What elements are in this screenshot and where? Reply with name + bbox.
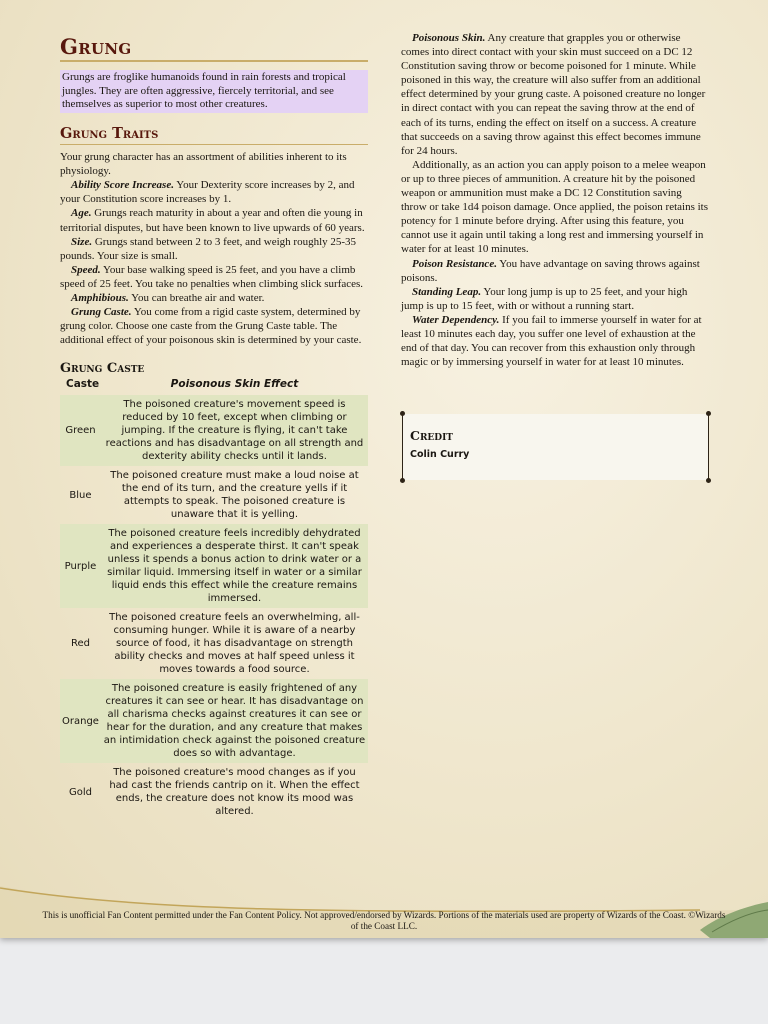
trait-amphibious	[60, 291, 368, 305]
trait-text: Your base walking speed is 25 feet, and you have a climb speed of 25 feet. You take no penalties when climbing slick surfaces.	[60, 263, 364, 290]
trait-poison-resistance	[401, 257, 710, 285]
trait-text: Grungs reach maturity in about a year and often die young in territorial disputes, but have been known to live upwards of 60 years.	[60, 207, 365, 234]
table-row	[60, 524, 368, 608]
trait-text: Your Dexterity score increases by 2, and your Constitution score increases by 1.	[60, 179, 355, 206]
trait-text: Your long jump is up to 25 feet, and your high jump is up to 15 feet, with or without a running start.	[401, 285, 688, 312]
trait-standing-leap	[401, 285, 710, 313]
traits-divider	[60, 144, 368, 145]
poison-application-paragraph: Additionally, as an action you can apply poison to a melee weapon or up to three pieces of ammunition. A creature hit by the poisoned weapon or ammunition must make a DC 12 Constitution saving throw or take 1d4 poison damage. Once applied, the poison retains its potency for 1 minute before drying. After using this feature, you cannot use it again until taking a long rest and immersing yourself in water for at least 10 minutes.	[401, 158, 709, 256]
trait-water-dependency	[401, 313, 710, 369]
corner-dot	[706, 411, 711, 416]
trait-text: You come from a rigid caste system, determined by grung color. Choose one caste from the Grung Caste table. The additional effect of your poisonous skin is determined by your caste.	[60, 306, 362, 347]
trait-text: Any creature that grapples you or otherwise comes into direct contact with your skin must succeed on a DC 12 Constitution saving throw or become poisoned for 1 minute. While poisoned in this way, the creature will also suffer from an additional effect determined by your grung caste. A poisoned creature no longer in direct contact with you can repeat the saving throw at the end of each of its turns, ending the effect on itself on a success. A creature that succeeds on a saving throw against this effect becomes immune for 24 hours.	[401, 32, 706, 157]
trait-age	[60, 206, 368, 234]
trait-size	[60, 235, 368, 263]
trait-ability-score	[60, 178, 368, 206]
trait-lead: Speed.	[71, 263, 101, 276]
trait-text: Grungs stand between 2 to 3 feet, and weigh roughly 25-35 pounds. Your size is small.	[60, 235, 357, 262]
table-header-row	[60, 377, 368, 395]
trait-lead: Size.	[71, 235, 93, 248]
effect-cell: The poisoned creature feels an overwhelming, all-consuming hunger. While it is aware of a nearby source of food, it has disadvantage on strength ability checks and moves at half speed unless it moves towards a food source.	[109, 612, 360, 676]
traits-heading: Grung Traits	[60, 125, 159, 143]
table-row	[60, 395, 368, 466]
corner-dot	[400, 411, 405, 416]
trait-lead: Poisonous Skin.	[412, 32, 486, 44]
credit-name: Colin Curry	[410, 449, 470, 460]
trait-lead: Grung Caste.	[71, 306, 132, 319]
table-row	[60, 679, 368, 763]
effect-cell: The poisoned creature's movement speed is reduced by 10 feet, except when climbing or jumping. If the creature is flying, it can't take reactions and has disadvantage on all strength and dexterity ability checks until it lands.	[101, 395, 368, 466]
caste-table-heading: Grung Caste	[60, 361, 145, 377]
trait-text: If you fail to immerse yourself in water for at least 10 minutes each day, you suffer one level of exhaustion at the end of that day. You can recover from this exhaustion only through magic or by immersing yourself in water for at least 10 minutes.	[401, 313, 702, 369]
caste-cell: Gold	[68, 786, 92, 798]
caste-table	[60, 377, 368, 821]
trait-text: You have advantage on saving throws against poisons.	[401, 257, 700, 284]
caste-cell: Red	[70, 638, 90, 650]
corner-dot	[400, 478, 405, 483]
intro-text: Grungs are froglike humanoids found in rain forests and tropical jungles. They are often aggressive, fiercely territorial, and see themselves as superior to most other creatures.	[60, 70, 368, 113]
trait-lead: Water Dependency.	[412, 313, 500, 326]
traits-intro: Your grung character has an assortment of abilities inherent to its physiology.	[60, 151, 347, 178]
column-header-caste: Caste	[66, 378, 100, 391]
trait-poisonous-skin	[401, 31, 710, 158]
table-row	[60, 608, 368, 679]
credit-title: Credit	[410, 428, 453, 443]
trait-lead: Age.	[71, 207, 92, 220]
effect-cell: The poisoned creature feels incredibly dehydrated and experiences a desperate thirst. It can't speak unless it spends a bonus action to drink water or a similar liquid. Immersing itself in water or a similar liquid ends this effect while the creature remains immersed.	[101, 524, 368, 608]
credit-box	[402, 414, 709, 480]
trait-lead: Ability Score Increase.	[71, 179, 174, 192]
table-row	[60, 763, 368, 821]
footer-legal-text: This is unofficial Fan Content permitted under the Fan Content Policy. Not approved/endorsed by Wizards. Portions of the materials used are property of Wizards of the Coast. ©Wizards of the Coast LLC.	[42, 910, 726, 931]
corner-dot	[706, 478, 711, 483]
trait-lead: Amphibious.	[71, 292, 129, 305]
title-divider	[60, 60, 368, 62]
trait-text: You can breathe air and water.	[128, 292, 265, 305]
caste-cell: Blue	[69, 489, 92, 501]
trait-grung-caste	[60, 305, 368, 347]
caste-cell: Orange	[60, 679, 101, 763]
effect-cell: The poisoned creature's mood changes as if you had cast the friends cantrip on it. When the effect ends, the creature does not know its mood was altered.	[109, 767, 360, 818]
effect-cell: The poisoned creature is easily frightened of any creatures it can see or hear. It has disadvantage on all charisma checks against creatures it can see or hear for the duration, and any creature that makes an intimidation check against the poisoned creature does so with advantage.	[101, 679, 368, 763]
column-header-effect: Poisonous Skin Effect	[170, 378, 299, 391]
caste-cell: Purple	[60, 524, 101, 608]
left-column	[60, 36, 368, 821]
caste-cell: Green	[60, 395, 101, 466]
trait-lead: Poison Resistance.	[412, 257, 497, 270]
effect-cell: The poisoned creature must make a loud noise at the end of its turn, and the creature yells if it attempts to speak. The poisoned creature is unaware that it is yelling.	[110, 470, 359, 521]
table-row	[60, 466, 368, 524]
right-column	[401, 31, 710, 369]
trait-speed	[60, 263, 368, 291]
trait-lead: Standing Leap.	[412, 285, 482, 298]
page-title: Grung	[60, 34, 132, 59]
